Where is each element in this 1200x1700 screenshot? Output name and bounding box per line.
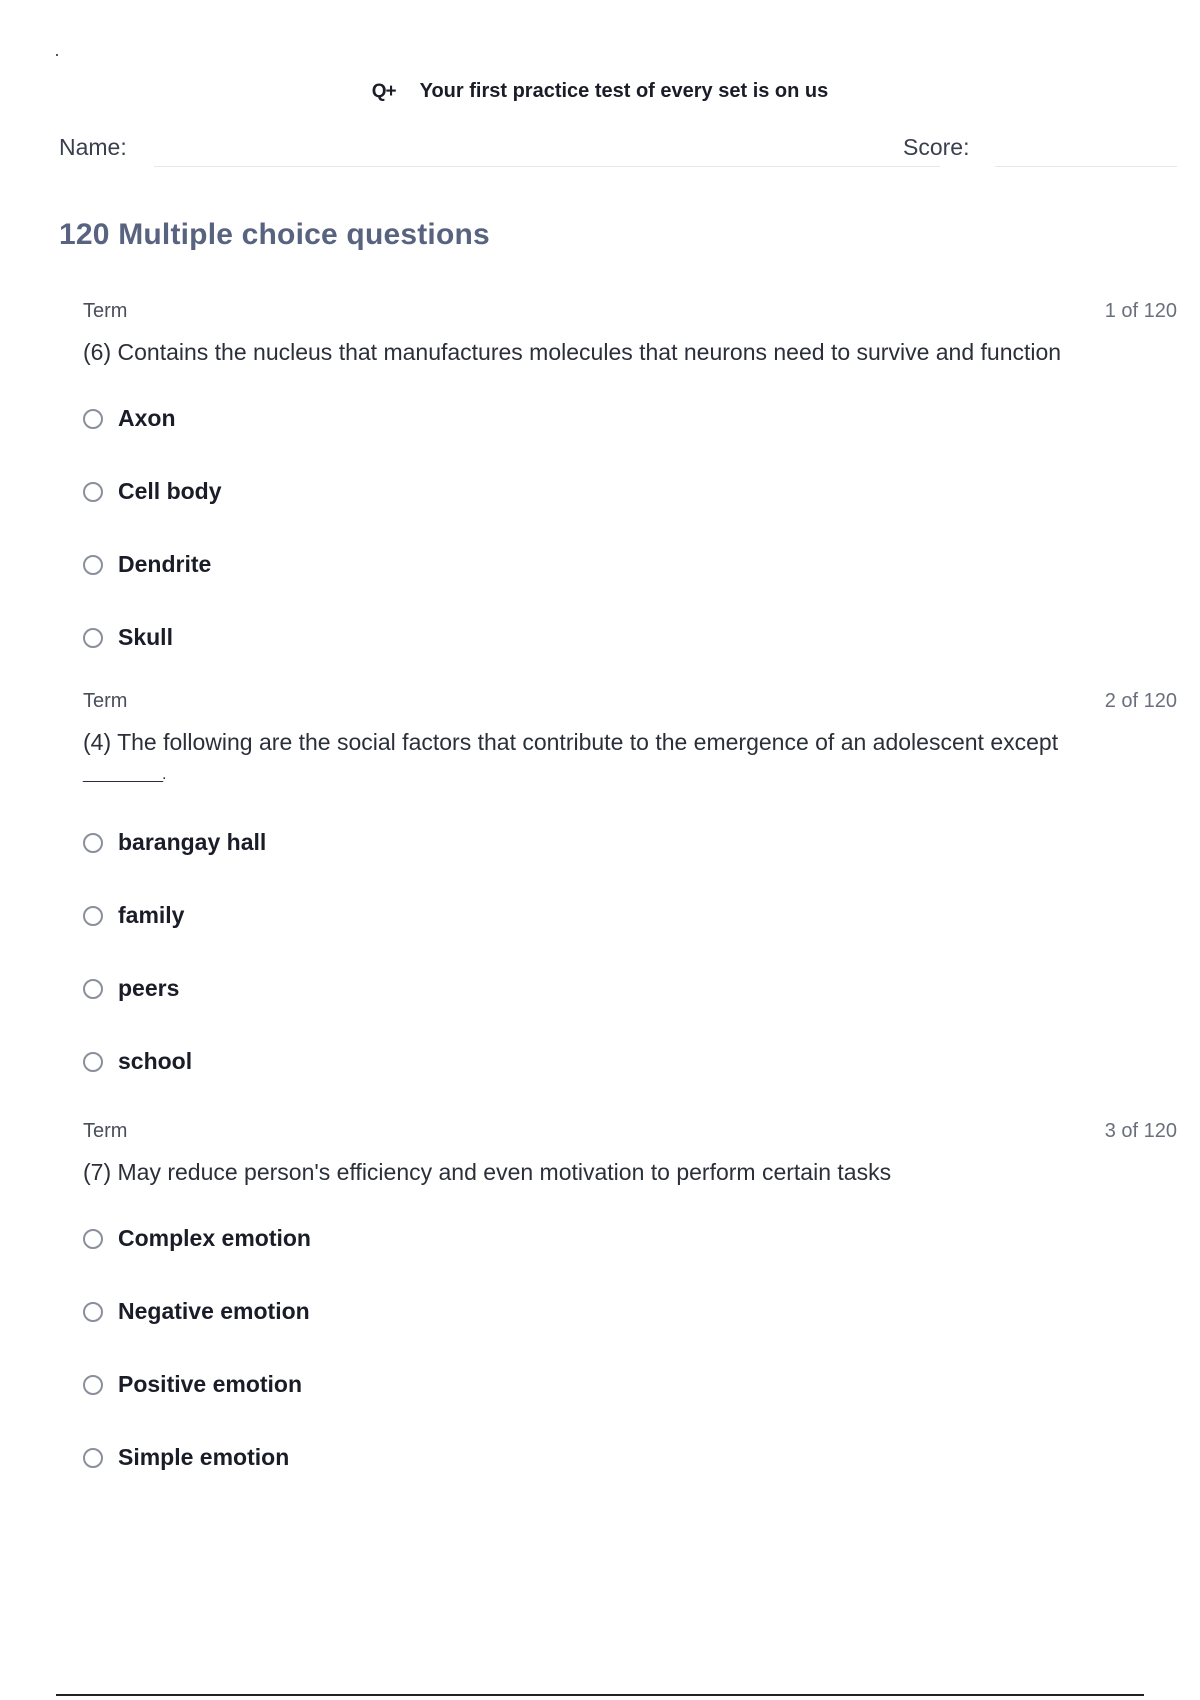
question-text: (4) The following are the social factors that contribute to the emergence of an adolescent except [83, 729, 1059, 755]
answer-option[interactable] [83, 1025, 1177, 1098]
option-label: family [118, 902, 185, 928]
option-label: Complex emotion [118, 1225, 311, 1251]
answer-option[interactable] [83, 382, 1177, 455]
option-label: Dendrite [118, 551, 212, 577]
question-header [83, 690, 1177, 716]
radio-button[interactable] [83, 833, 103, 853]
answer-option[interactable] [83, 1275, 1177, 1348]
radio-button[interactable] [83, 555, 103, 575]
answer-option[interactable] [83, 806, 1177, 879]
term-label: Term [83, 300, 128, 322]
answer-options [83, 382, 1177, 674]
quizlet-plus-icon: Q+ [371, 80, 396, 102]
radio-button[interactable] [83, 979, 103, 999]
answer-options [83, 806, 1177, 1098]
radio-button[interactable] [83, 1229, 103, 1249]
option-label: Skull [118, 624, 173, 650]
radio-button[interactable] [83, 1375, 103, 1395]
question-text: (7) May reduce person's efficiency and even motivation to perform certain tasks [83, 1159, 892, 1185]
radio-button[interactable] [83, 409, 103, 429]
radio-button[interactable] [83, 628, 103, 648]
answer-option[interactable] [83, 455, 1177, 528]
answer-option[interactable] [83, 528, 1177, 601]
answer-blank: __________. [83, 766, 166, 783]
question-card [83, 690, 1177, 1098]
answer-option[interactable] [83, 952, 1177, 1025]
question-count: 1 of 120 [1104, 300, 1177, 322]
section-title: 120 Multiple choice questions [59, 218, 490, 251]
option-label: Cell body [118, 478, 222, 504]
answer-options [83, 1202, 1177, 1494]
question-count: 2 of 120 [1104, 690, 1177, 712]
radio-button[interactable] [83, 482, 103, 502]
option-label: school [118, 1048, 193, 1074]
option-label: Negative emotion [118, 1298, 310, 1324]
term-label: Term [83, 1120, 128, 1142]
score-field[interactable] [995, 166, 1177, 167]
question-card [83, 300, 1177, 674]
question-card [83, 1120, 1177, 1494]
option-label: peers [118, 975, 180, 1001]
promo-text: Your first practice test of every set is on us [419, 80, 829, 102]
question-header [83, 300, 1177, 326]
option-label: Simple emotion [118, 1444, 290, 1470]
term-label: Term [83, 690, 128, 712]
promo-banner [0, 80, 1200, 103]
name-score-row [59, 132, 1177, 168]
option-label: barangay hall [118, 829, 267, 855]
question-text: (6) Contains the nucleus that manufactures molecules that neurons need to survive and function [83, 339, 1062, 365]
answer-option[interactable] [83, 601, 1177, 674]
answer-option[interactable] [83, 1202, 1177, 1275]
page-dot [56, 54, 58, 56]
answer-option[interactable] [83, 1348, 1177, 1421]
name-field[interactable] [154, 166, 940, 167]
answer-option[interactable] [83, 879, 1177, 952]
question-header [83, 1120, 1177, 1146]
radio-button[interactable] [83, 1302, 103, 1322]
option-label: Axon [118, 405, 176, 431]
footer-divider [56, 1694, 1144, 1696]
answer-option[interactable] [83, 1421, 1177, 1494]
radio-button[interactable] [83, 1052, 103, 1072]
radio-button[interactable] [83, 1448, 103, 1468]
option-label: Positive emotion [118, 1371, 303, 1397]
question-count: 3 of 120 [1104, 1120, 1177, 1142]
name-label: Name: [59, 134, 127, 160]
radio-button[interactable] [83, 906, 103, 926]
score-label: Score: [903, 134, 970, 160]
